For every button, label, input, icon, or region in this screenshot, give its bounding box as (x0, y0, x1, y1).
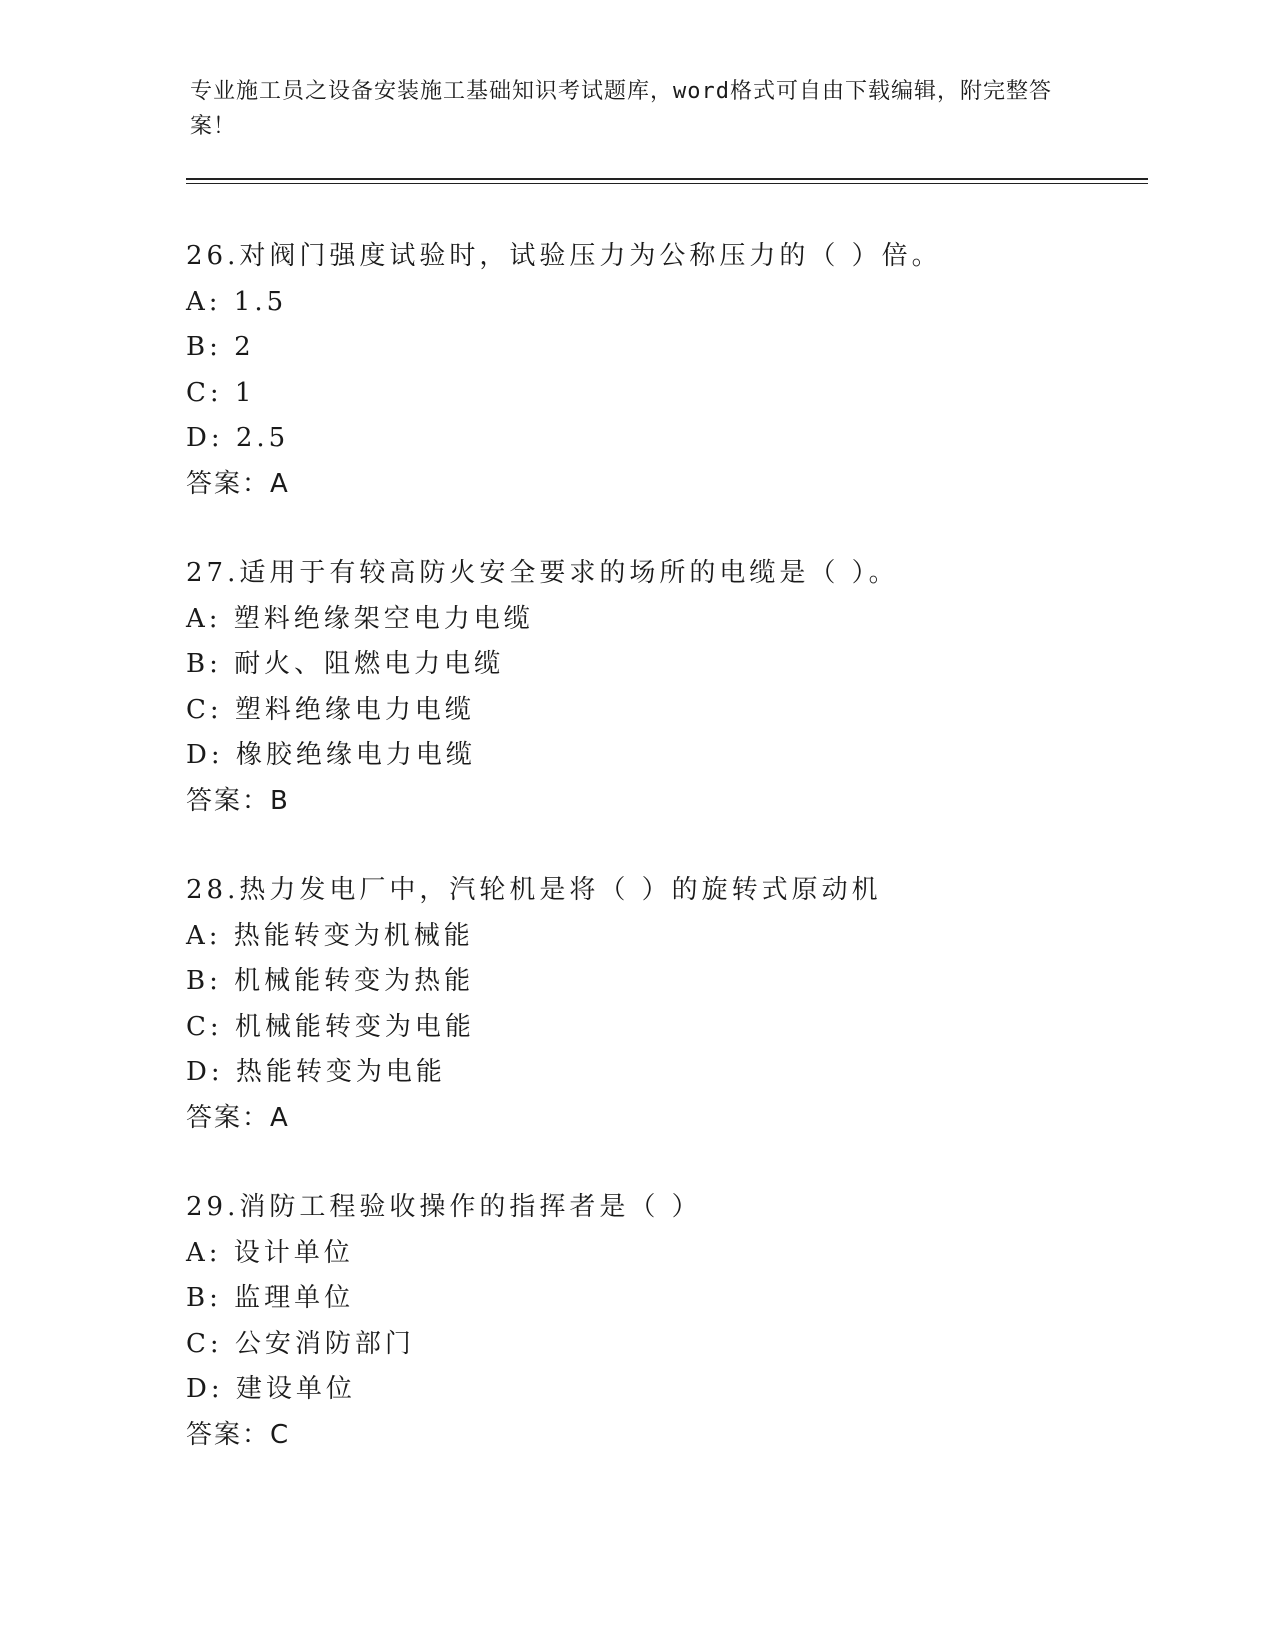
option-d: D: 热能转变为电能 (186, 1057, 446, 1087)
question-stem: 29.消防工程验收操作的指挥者是（ ） (186, 1192, 702, 1222)
option-a: A: 1.5 (186, 286, 288, 317)
option-a: A: 设计单位 (186, 1237, 354, 1268)
option-a: A: 塑料绝缘架空电力电缆 (186, 603, 534, 634)
header-divider-thin (186, 183, 1148, 184)
option-b: B: 机械能转变为热能 (186, 966, 475, 996)
option-d: D: 2.5 (186, 423, 290, 453)
question-block-27 (186, 551, 1186, 824)
option-b: B: 2 (186, 332, 255, 362)
option-c: C: 塑料绝缘电力电缆 (186, 694, 475, 725)
option-c: C: 公安消防部门 (186, 1328, 415, 1359)
option-b: B: 监理单位 (186, 1283, 355, 1313)
option-c: C: 1 (186, 377, 256, 408)
question-block-26 (186, 234, 1186, 507)
option-c: C: 机械能转变为电能 (186, 1011, 475, 1042)
answer-line: 答案：B (186, 785, 290, 816)
question-stem: 27.适用于有较高防火安全要求的场所的电缆是（ ）。 (186, 558, 899, 588)
answer-line: 答案：A (186, 468, 290, 499)
question-block-28 (186, 868, 1186, 1141)
question-stem: 26.对阀门强度试验时，试验压力为公称压力的（ ）倍。 (186, 241, 942, 271)
option-a: A: 热能转变为机械能 (186, 920, 474, 951)
answer-line: 答案：A (186, 1102, 290, 1133)
option-d: D: 橡胶绝缘电力电缆 (186, 740, 476, 770)
header-divider (186, 178, 1148, 180)
answer-line: 答案：C (186, 1419, 291, 1450)
question-block-29 (186, 1185, 1186, 1458)
document-intro: 专业施工员之设备安装施工基础知识考试题库，word格式可自由下载编辑，附完整答案！ (190, 79, 1052, 139)
option-d: D: 建设单位 (186, 1374, 356, 1404)
question-stem: 28.热力发电厂中，汽轮机是将（ ）的旋转式原动机 (186, 875, 882, 905)
option-b: B: 耐火、阻燃电力电缆 (186, 649, 505, 679)
